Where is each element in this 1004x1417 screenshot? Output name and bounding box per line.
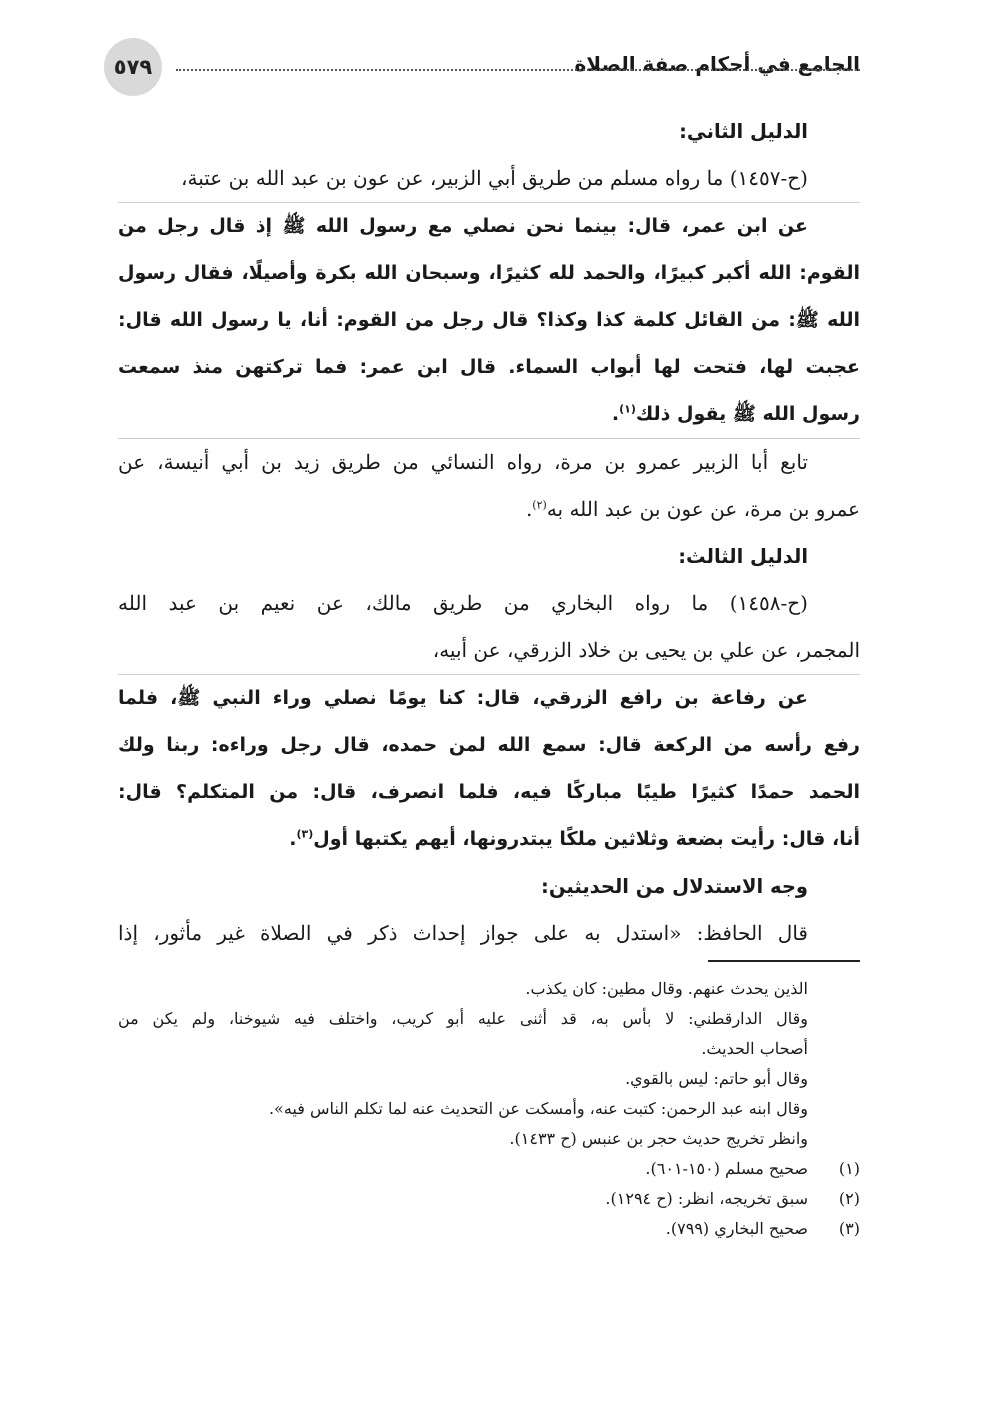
- footnote-text: وقال الدارقطني: لا بأس به، قد أثنى عليه أبو كريب، واختلف فيه شيوخنا، ولم يكن من: [118, 1009, 808, 1028]
- text-line-content: الله ﷺ: من القائل كلمة كذا وكذا؟ قال رجل من القوم: أنا، يا رسول الله قال:: [118, 309, 860, 331]
- text-line-content: الدليل الثالث:: [678, 545, 808, 568]
- section-heading: [118, 108, 860, 155]
- section-heading: [118, 533, 860, 580]
- text-line-content: أنا، قال: رأيت بضعة وثلاثين ملكًا يبتدرونها، أيهم يكتبها أول: [313, 828, 860, 850]
- footnote-text: سبق تخريجه، انظر: (ح ١٢٩٤).: [605, 1189, 808, 1208]
- main-text: [118, 108, 860, 957]
- text-line: [118, 391, 860, 439]
- footnote-line: [118, 1184, 860, 1214]
- footnote-number: (٣): [838, 1219, 860, 1238]
- text-line-content: الحمد حمدًا كثيرًا طيبًا مباركًا فيه، فلما انصرف، قال: من المتكلم؟ قال:: [118, 781, 860, 803]
- text-line-content: القوم: الله أكبر كبيرًا، والحمد لله كثيرًا، وسبحان الله بكرة وأصيلًا، فقال رسول: [118, 262, 860, 284]
- text-line: [118, 439, 860, 486]
- section-heading: [118, 863, 860, 910]
- footnote-ref: (١): [619, 402, 636, 416]
- footnote-text: أصحاب الحديث.: [701, 1039, 808, 1058]
- text-line: [118, 769, 860, 816]
- header-dotted-leader: [176, 69, 860, 71]
- text-line: [118, 910, 860, 957]
- text-line: [118, 722, 860, 769]
- punctuation: .: [611, 403, 620, 425]
- text-line: [118, 816, 860, 863]
- text-line-content: تابع أبا الزبير عمرو بن مرة، رواه النسائي من طريق زيد بن أبي أنيسة، عن: [118, 450, 808, 474]
- footnote-line: [118, 974, 860, 1004]
- text-line: [118, 203, 860, 250]
- text-line-content: عجبت لها، فتحت لها أبواب السماء. قال ابن عمر: فما تركتهن منذ سمعت: [118, 356, 860, 378]
- punctuation: .: [289, 828, 297, 850]
- book-title: الجامع في أحكام صفة الصلاة: [569, 52, 861, 76]
- text-line-content: قال الحافظ: «استدل به على جواز إحداث ذكر في الصلاة غير مأثور، إذا: [118, 921, 808, 945]
- text-line: [118, 344, 860, 391]
- text-line-content: (ح-١٤٥٨) ما رواه البخاري من طريق مالك، عن نعيم بن عبد الله: [118, 591, 808, 615]
- text-line: [118, 486, 860, 533]
- text-line-content: وجه الاستدلال من الحديثين:: [541, 875, 808, 898]
- footnote-line: [118, 1004, 860, 1034]
- footnote-ref: (٢): [532, 498, 547, 512]
- page-number: ٥٧٩: [104, 38, 162, 96]
- text-line: [118, 627, 860, 675]
- footnote-line: [118, 1094, 860, 1124]
- footnote-ref: (٣): [296, 827, 314, 841]
- punctuation: .: [525, 497, 533, 521]
- text-line: [118, 580, 860, 627]
- footnote-separator: [708, 960, 860, 962]
- text-line-content: عمرو بن مرة، عن عون بن عبد الله به: [546, 497, 860, 521]
- footnote-number: (١): [838, 1159, 860, 1178]
- text-line-content: رسول الله ﷺ يقول ذلك: [635, 403, 860, 425]
- running-header: [104, 38, 860, 98]
- footnote-line: [118, 1124, 860, 1154]
- footnote-line: [118, 1214, 860, 1244]
- footnotes: [118, 974, 860, 1244]
- footnote-text: وانظر تخريج حديث حجر بن عنبس (ح ١٤٣٣).: [509, 1129, 808, 1148]
- footnote-text: صحيح البخاري (٧٩٩).: [665, 1219, 808, 1238]
- text-line-content: (ح-١٤٥٧) ما رواه مسلم من طريق أبي الزبير، عن عون بن عبد الله بن عتبة،: [181, 166, 808, 190]
- text-line: [118, 155, 860, 203]
- text-line-content: المجمر، عن علي بن يحيى بن خلاد الزرقي، عن أبيه،: [432, 638, 860, 662]
- footnote-line: [118, 1034, 860, 1064]
- footnote-text: صحيح مسلم (١٥٠-٦٠١).: [645, 1159, 808, 1178]
- text-line: [118, 250, 860, 297]
- footnote-number: (٢): [838, 1189, 860, 1208]
- text-line-content: الدليل الثاني:: [679, 120, 808, 143]
- footnote-text: وقال أبو حاتم: ليس بالقوي.: [625, 1069, 808, 1088]
- footnote-line: [118, 1064, 860, 1094]
- footnote-line: [118, 1154, 860, 1184]
- text-line: [118, 675, 860, 722]
- footnote-text: وقال ابنه عبد الرحمن: كتبت عنه، وأمسكت عن التحديث عنه لما تكلم الناس فيه».: [268, 1099, 808, 1118]
- text-line-content: عن ابن عمر، قال: بينما نحن نصلي مع رسول الله ﷺ إذ قال رجل من: [118, 215, 808, 237]
- text-line-content: عن رفاعة بن رافع الزرقي، قال: كنا يومًا نصلي وراء النبي ﷺ، فلما: [118, 687, 808, 709]
- text-line-content: رفع رأسه من الركعة قال: سمع الله لمن حمده، قال رجل وراءه: ربنا ولك: [118, 734, 860, 756]
- footnote-text: الذين يحدث عنهم. وقال مطين: كان يكذب.: [525, 979, 808, 998]
- text-line: [118, 297, 860, 344]
